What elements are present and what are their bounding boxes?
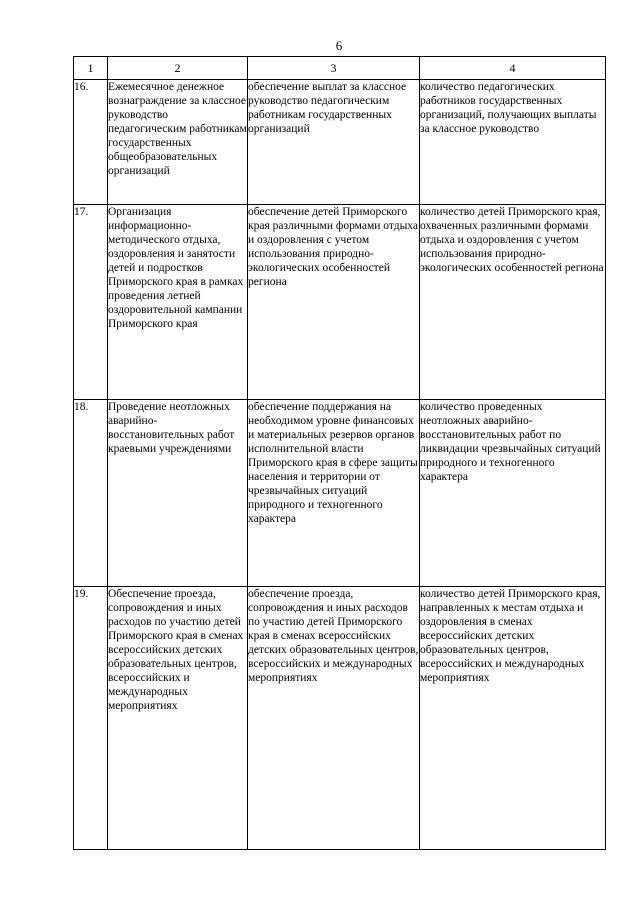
column-header-4: 4 — [420, 57, 606, 80]
row-number: 16. — [74, 80, 108, 205]
expected-result: обеспечение проезда, сопровождения и иных расходов по участию детей Приморского края в сменах всероссийских детских образовательных центров, всероссийских и международных мероприятиях — [248, 587, 420, 850]
measure-name: Организация информационно-методического отдыха, оздоровления и занятости детей и подростков Приморского края в рамках проведения летней оздоровительной кампании Приморского края — [108, 205, 248, 400]
expected-result: обеспечение выплат за классное руководство педагогическим работникам государственных организаций — [248, 80, 420, 205]
measures-table — [73, 56, 606, 850]
table-row — [74, 400, 606, 587]
indicator: количество детей Приморского края, направленных к местам отдыха и оздоровления в сменах всероссийских детских образовательных центров, всероссийских и международных мероприятиях — [420, 587, 606, 850]
table-row — [74, 80, 606, 205]
header-row — [74, 57, 606, 80]
column-header-2: 2 — [108, 57, 248, 80]
table-row — [74, 587, 606, 850]
expected-result: обеспечение поддержания на необходимом уровне финансовых и материальных резервов органов исполнительной власти Приморского края в сфере защиты населения и территории от чрезвычайных ситуаций природного и техногенного характера — [248, 400, 420, 587]
indicator: количество детей Приморского края, охваченных различными формами отдыха и оздоровления с учетом использования природно-экологических особенностей региона — [420, 205, 606, 400]
row-number: 19. — [74, 587, 108, 850]
row-number: 17. — [74, 205, 108, 400]
column-header-1: 1 — [74, 57, 108, 80]
column-header-3: 3 — [248, 57, 420, 80]
measure-name: Проведение неотложных аварийно-восстановительных работ краевыми учреждениями — [108, 400, 248, 587]
indicator: количество педагогических работников государственных организаций, получающих выплаты за классное руководство — [420, 80, 606, 205]
expected-result: обеспечение детей Приморского края различными формами отдыха и оздоровления с учетом использования природно-экологических особенностей региона — [248, 205, 420, 400]
row-number: 18. — [74, 400, 108, 587]
table-row — [74, 205, 606, 400]
page-number: 6 — [335, 38, 343, 53]
measure-name: Ежемесячное денежное вознаграждение за классное руководство педагогическим работникам государственных общеобразовательных организаций — [108, 80, 248, 205]
indicator: количество проведенных неотложных аварийно-восстановительных работ по ликвидации чрезвычайных ситуаций природного и техногенного характера — [420, 400, 606, 587]
measure-name: Обеспечение проезда, сопровождения и иных расходов по участию детей Приморского края в сменах всероссийских детских образовательных центров, всероссийских и международных мероприятиях — [108, 587, 248, 850]
